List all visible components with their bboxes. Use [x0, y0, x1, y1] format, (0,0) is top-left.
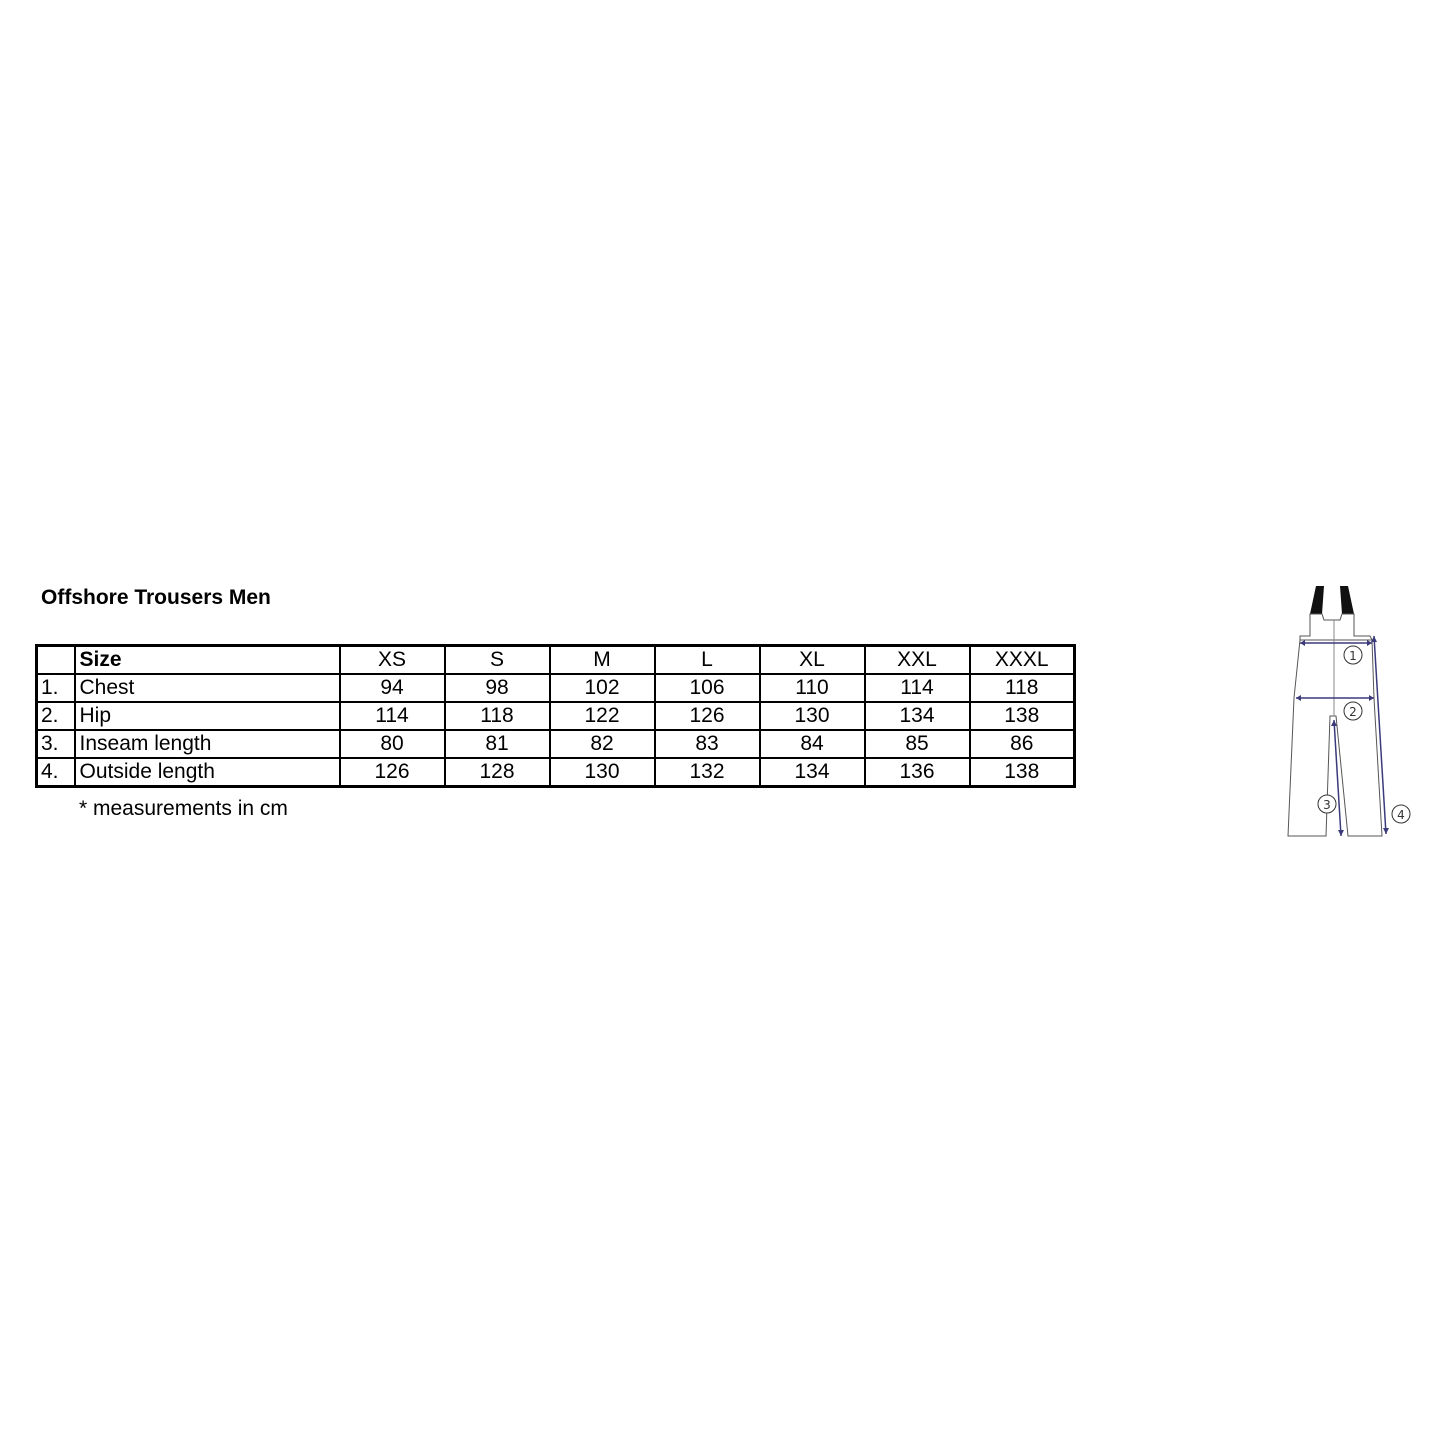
table-cell: 132 [655, 758, 760, 787]
table-cell: 84 [760, 730, 865, 758]
table-row [37, 758, 1075, 787]
marker-4-icon [1392, 805, 1410, 823]
table-cell: 102 [550, 674, 655, 702]
table-cell: 86 [970, 730, 1075, 758]
table-row [37, 674, 1075, 702]
table-cell: 126 [340, 758, 445, 787]
header-size-label: Size [75, 646, 340, 675]
table-cell: 134 [865, 702, 970, 730]
shoulder-straps [1310, 586, 1354, 614]
table-cell: 122 [550, 702, 655, 730]
header-size-xxxl: XXXL [970, 646, 1075, 675]
marker-3-icon [1318, 795, 1336, 813]
table-cell: 138 [970, 758, 1075, 787]
table-cell: 114 [340, 702, 445, 730]
row-label: Hip [75, 702, 340, 730]
table-cell: 118 [970, 674, 1075, 702]
row-index: 2. [37, 702, 75, 730]
marker-2-label: 2 [1349, 705, 1357, 719]
bib-trousers-diagram [1278, 580, 1418, 845]
row-index: 3. [37, 730, 75, 758]
marker-4-label: 4 [1397, 808, 1405, 822]
table-header-row [37, 646, 1075, 675]
hip-measure-line [1296, 695, 1374, 701]
header-size-s: S [445, 646, 550, 675]
table-cell: 118 [445, 702, 550, 730]
table-cell: 80 [340, 730, 445, 758]
chart-title: Offshore Trousers Men [41, 586, 271, 609]
marker-2-icon [1344, 702, 1362, 720]
table-cell: 138 [970, 702, 1075, 730]
marker-1-label: 1 [1349, 649, 1357, 663]
size-table [35, 644, 1076, 788]
table-cell: 136 [865, 758, 970, 787]
table-cell: 110 [760, 674, 865, 702]
table-cell: 81 [445, 730, 550, 758]
table-row [37, 702, 1075, 730]
header-size-l: L [655, 646, 760, 675]
row-label: Chest [75, 674, 340, 702]
bib-outline [1300, 614, 1372, 640]
row-label: Inseam length [75, 730, 340, 758]
table-cell: 130 [760, 702, 865, 730]
header-size-xxl: XXL [865, 646, 970, 675]
table-cell: 130 [550, 758, 655, 787]
marker-1-icon [1344, 646, 1362, 664]
table-cell: 106 [655, 674, 760, 702]
row-index: 1. [37, 674, 75, 702]
table-cell: 98 [445, 674, 550, 702]
table-cell: 134 [760, 758, 865, 787]
table-cell: 85 [865, 730, 970, 758]
header-size-m: M [550, 646, 655, 675]
footnote: * measurements in cm [79, 797, 288, 820]
header-size-xl: XL [760, 646, 865, 675]
table-cell: 126 [655, 702, 760, 730]
table-cell: 83 [655, 730, 760, 758]
row-index: 4. [37, 758, 75, 787]
row-label: Outside length [75, 758, 340, 787]
table-cell: 82 [550, 730, 655, 758]
header-index-cell [37, 646, 75, 675]
marker-3-label: 3 [1323, 798, 1331, 812]
table-cell: 128 [445, 758, 550, 787]
chest-measure-line [1300, 640, 1372, 646]
table-cell: 94 [340, 674, 445, 702]
table-cell: 114 [865, 674, 970, 702]
header-size-xs: XS [340, 646, 445, 675]
table-row [37, 730, 1075, 758]
